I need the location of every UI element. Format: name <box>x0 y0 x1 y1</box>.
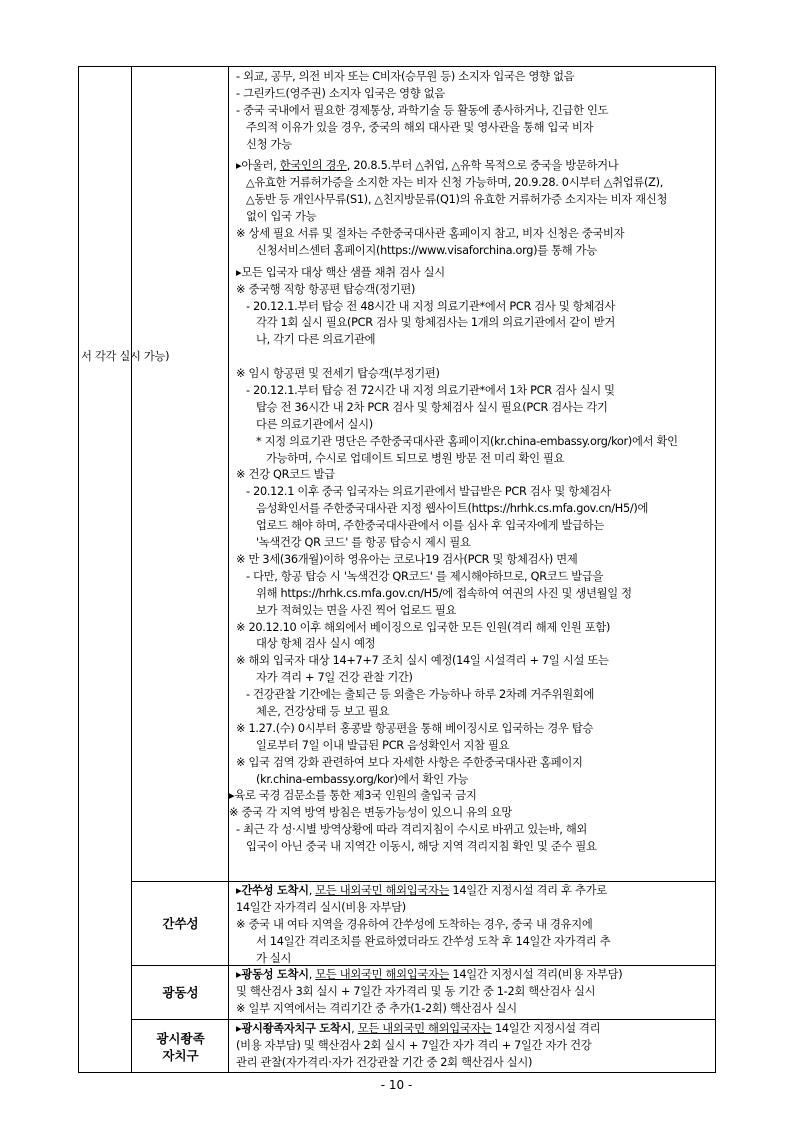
testing-requirement-line: ※ 20.12.10 이후 해외에서 베이징으로 입국한 모든 인원(격리 해제 인원 포함) <box>236 620 611 634</box>
guangdong-content <box>229 967 713 1018</box>
visa-exemption-line: - 외교, 공무, 의전 비자 또는 C비자(승무원 등) 소지자 입국은 영향 없음 <box>236 70 575 83</box>
korean-visa-line: 신청서비스센터 홈페이지(https://www.visaforchina.org)를 통해 가능 <box>256 243 597 257</box>
testing-requirement-line: ※ 입국 검역 강화 관련하여 보다 자세한 사항은 주한중국대사관 홈페이지 <box>236 755 583 769</box>
testing-requirement-line: 일로부터 7일 이내 발급된 PCR 음성확인서 지참 필요 <box>256 738 510 752</box>
testing-requirement-line: 다른 의료기관에서 실시) <box>256 417 373 431</box>
testing-requirement-line: 탑승 전 36시간 내 2차 PCR 검사 및 항체검사 실시 필요(PCR 검사는 각기 <box>256 400 608 414</box>
testing-requirement-line: 보가 적혀있는 면을 사진 찍어 업로드 필요 <box>256 603 457 617</box>
testing-requirement-line: - 건강관찰 기간에는 출퇴근 등 외출은 가능하나 하루 2차례 거주위원회에 <box>246 688 595 702</box>
korean-visa-details <box>229 175 713 259</box>
region-label-guangdong: 광동성 <box>162 985 199 1000</box>
testing-requirement-line: - 20.12.1 이후 중국 입국자는 의료기관에서 발급받은 PCR 검사 및 항체검사 <box>246 485 611 499</box>
testing-requirement-line: 나, 각기 다른 의료기관에 <box>256 333 376 347</box>
testing-requirements <box>81 265 713 856</box>
guangxi-line: (비용 자부담) 및 핵산검사 2회 실시 + 7일간 자가 격리 + 7일간 자가 건강 <box>236 1038 592 1052</box>
testing-requirement-line: 서 각각 실시 가능) <box>81 350 170 364</box>
entry-policy-content <box>81 69 713 856</box>
guangdong-headline: ▸광동성 도착시, 모든 내외국민 해외입국자는 14일간 지정시설 격리(비용 자부담) <box>236 968 623 981</box>
korean-visa-line-1: ▸아울러, 한국인의 경우, 20.8.5.부터 △취업, △유학 목적으로 중국을 방문하거나 <box>236 159 619 173</box>
testing-requirement-line: ※ 건강 QR코드 발급 <box>236 468 335 482</box>
testing-requirement-line: - 20.12.1.부터 탑승 전 72시간 내 지정 의료기관*에서 1차 PCR 검사 실시 및 <box>246 384 615 398</box>
guangxi-headline: ▸광시좡족자치구 도착시, 모든 내외국민 해외입국자는 14일간 지정시설 격리 <box>236 1022 601 1035</box>
korean-visa-line: △동반 등 개인사무류(S1), △친지방문류(Q1)의 유효한 거류허가증 소지자는 비자 재신청 <box>246 193 668 207</box>
testing-requirement-line: ※ 중국 각 지역 방역 방침은 변동가능성이 있으니 유의 요망 <box>229 806 512 820</box>
testing-requirement-line: ※ 만 3세(36개월)이하 영유아는 코로나19 검사(PCR 및 항체검사) 면제 <box>236 552 578 566</box>
korean-visa-line: △유효한 거류허가증을 소지한 자는 비자 신청 가능하며, 20.9.28. 0시부터 △취업류(Z), <box>246 176 663 190</box>
korean-visa-section <box>229 158 713 259</box>
testing-requirement-line: ▸육로 국경 검문소를 통한 제3국 인원의 출입국 금지 <box>229 789 477 803</box>
testing-requirement-line: '녹색건강 QR 코드' 를 항공 탑승시 제시 필요 <box>256 536 471 550</box>
testing-requirement-line: - 최근 각 성·시별 방역상황에 따라 격리지침이 수시로 바뀌고 있는바, 해외 <box>236 823 588 837</box>
gansu-line: 14일간 자가격리 실시(비용 자부담) <box>236 900 406 914</box>
gansu-headline: ▸간쑤성 도착시, 모든 내외국민 해외입국자는 14일간 지정시설 격리 후 추가로 <box>236 884 607 897</box>
guangxi-content <box>229 1021 713 1072</box>
gansu-line: ※ 중국 내 여타 지역을 경유하여 간쑤성에 도착하는 경우, 중국 내 경유지에 <box>236 917 593 931</box>
testing-requirement-line: * 지정 의료기관 명단은 주한중국대사관 홈페이지(kr.china-embassy.org/kor)에서 확인 <box>256 434 678 448</box>
testing-requirement-line: 자가 격리 + 7일 건강 관찰 기간) <box>256 671 413 685</box>
testing-requirement-line: 대상 항체 검사 실시 예정 <box>256 637 376 651</box>
korean-visa-line: 없이 입국 가능 <box>246 210 317 224</box>
gansu-line: 가 실시 <box>256 951 292 965</box>
testing-requirement-line: 업로드 해야 하며, 주한중국대사관에서 이를 심사 후 입국자에게 발급하는 <box>256 519 605 533</box>
visa-exemption-line: - 중국 국내에서 필요한 경제통상, 과학기술 등 활동에 종사하거나, 긴급한 인도 <box>236 103 609 117</box>
testing-requirement-line: 각각 1회 실시 필요(PCR 검사 및 항체검사는 1개의 의료기관에서 같이 받거 <box>256 316 615 330</box>
testing-requirement-line: ※ 1.27.(수) 0시부터 홍콩발 항공편을 통해 베이징시로 입국하는 경우 탑승 <box>236 721 594 735</box>
visa-exemption-line: - 그린카드(영주권) 소지자 입국은 영향 없음 <box>236 86 445 100</box>
testing-requirement-line: - 다만, 항공 탑승 시 '녹색건강 QR코드' 를 제시해야하므로, QR코드 발급을 <box>246 569 604 583</box>
korean-visa-line: ※ 상세 필요 서류 및 절차는 주한중국대사관 홈페이지 참고, 비자 신청은 중국비자 <box>236 227 625 241</box>
testing-requirement-line: 위해 https://hrhk.cs.mfa.gov.cn/H5/에 접속하여 여권의 사진 및 생년월일 정 <box>256 586 632 600</box>
testing-requirement-line: 입국이 아닌 중국 내 지역간 이동시, 해당 지역 격리지침 확인 및 준수 필요 <box>246 840 597 854</box>
document-table <box>78 66 716 1073</box>
guangxi-line: 관리 관찰(자가격리·자가 건강관찰 기간 중 2회 핵산검사 실시) <box>236 1055 533 1069</box>
testing-requirement-line: ※ 해외 입국자 대상 14+7+7 조치 실시 예정(14일 시설격리 + 7일 시설 또는 <box>236 654 609 668</box>
testing-requirement-line: ※ 임시 항공편 및 전세기 탑승객(부정기편) <box>236 367 440 381</box>
visa-exemption-line: 주의적 이유가 있을 경우, 중국의 해외 대사관 및 영사관을 통해 입국 비자 <box>246 120 594 134</box>
testing-requirement-line: 체온, 건강상태 등 보고 필요 <box>256 704 390 718</box>
testing-requirement-line: ※ 중국행 직항 항공편 탑승객(정기편) <box>236 282 416 296</box>
gansu-content <box>229 883 713 967</box>
page-number: - 10 - <box>380 1078 413 1092</box>
region-label-gansu: 간쑤성 <box>162 916 199 931</box>
testing-requirement-line: (kr.china-embassy.org/kor)에서 확인 가능 <box>256 772 469 786</box>
testing-requirement-line: 음성확인서를 주한중국대사관 지정 웹사이트(https://hrhk.cs.mfa.gov.cn/H5/)에 <box>256 502 649 516</box>
visa-exemption-list <box>229 69 713 153</box>
region-label-guangxi: 광시좡족 자치구 <box>156 1030 205 1063</box>
testing-requirement-line: 가능하며, 수시로 업데이트 되므로 병원 방문 전 미리 확인 필요 <box>266 451 565 465</box>
visa-exemption-line: 신청 가능 <box>246 137 292 151</box>
testing-requirement-line: ▸모든 입국자 대상 핵산 샘플 채취 검사 실시 <box>236 265 445 279</box>
testing-requirement-line: - 20.12.1.부터 탑승 전 48시간 내 지정 의료기관*에서 PCR 검사 및 항체검사 <box>246 299 616 313</box>
guangdong-line: 및 핵산검사 3회 실시 + 7일간 자가격리 및 동 기간 중 1-2회 핵산검사 실시 <box>236 984 596 998</box>
guangdong-line: ※ 일부 지역에서는 격리기간 중 추가(1-2회) 핵산검사 실시 <box>236 1001 517 1015</box>
gansu-line: 서 14일간 격리조치를 완료하였더라도 간쑤성 도착 후 14일간 자가격리 추 <box>256 934 611 948</box>
